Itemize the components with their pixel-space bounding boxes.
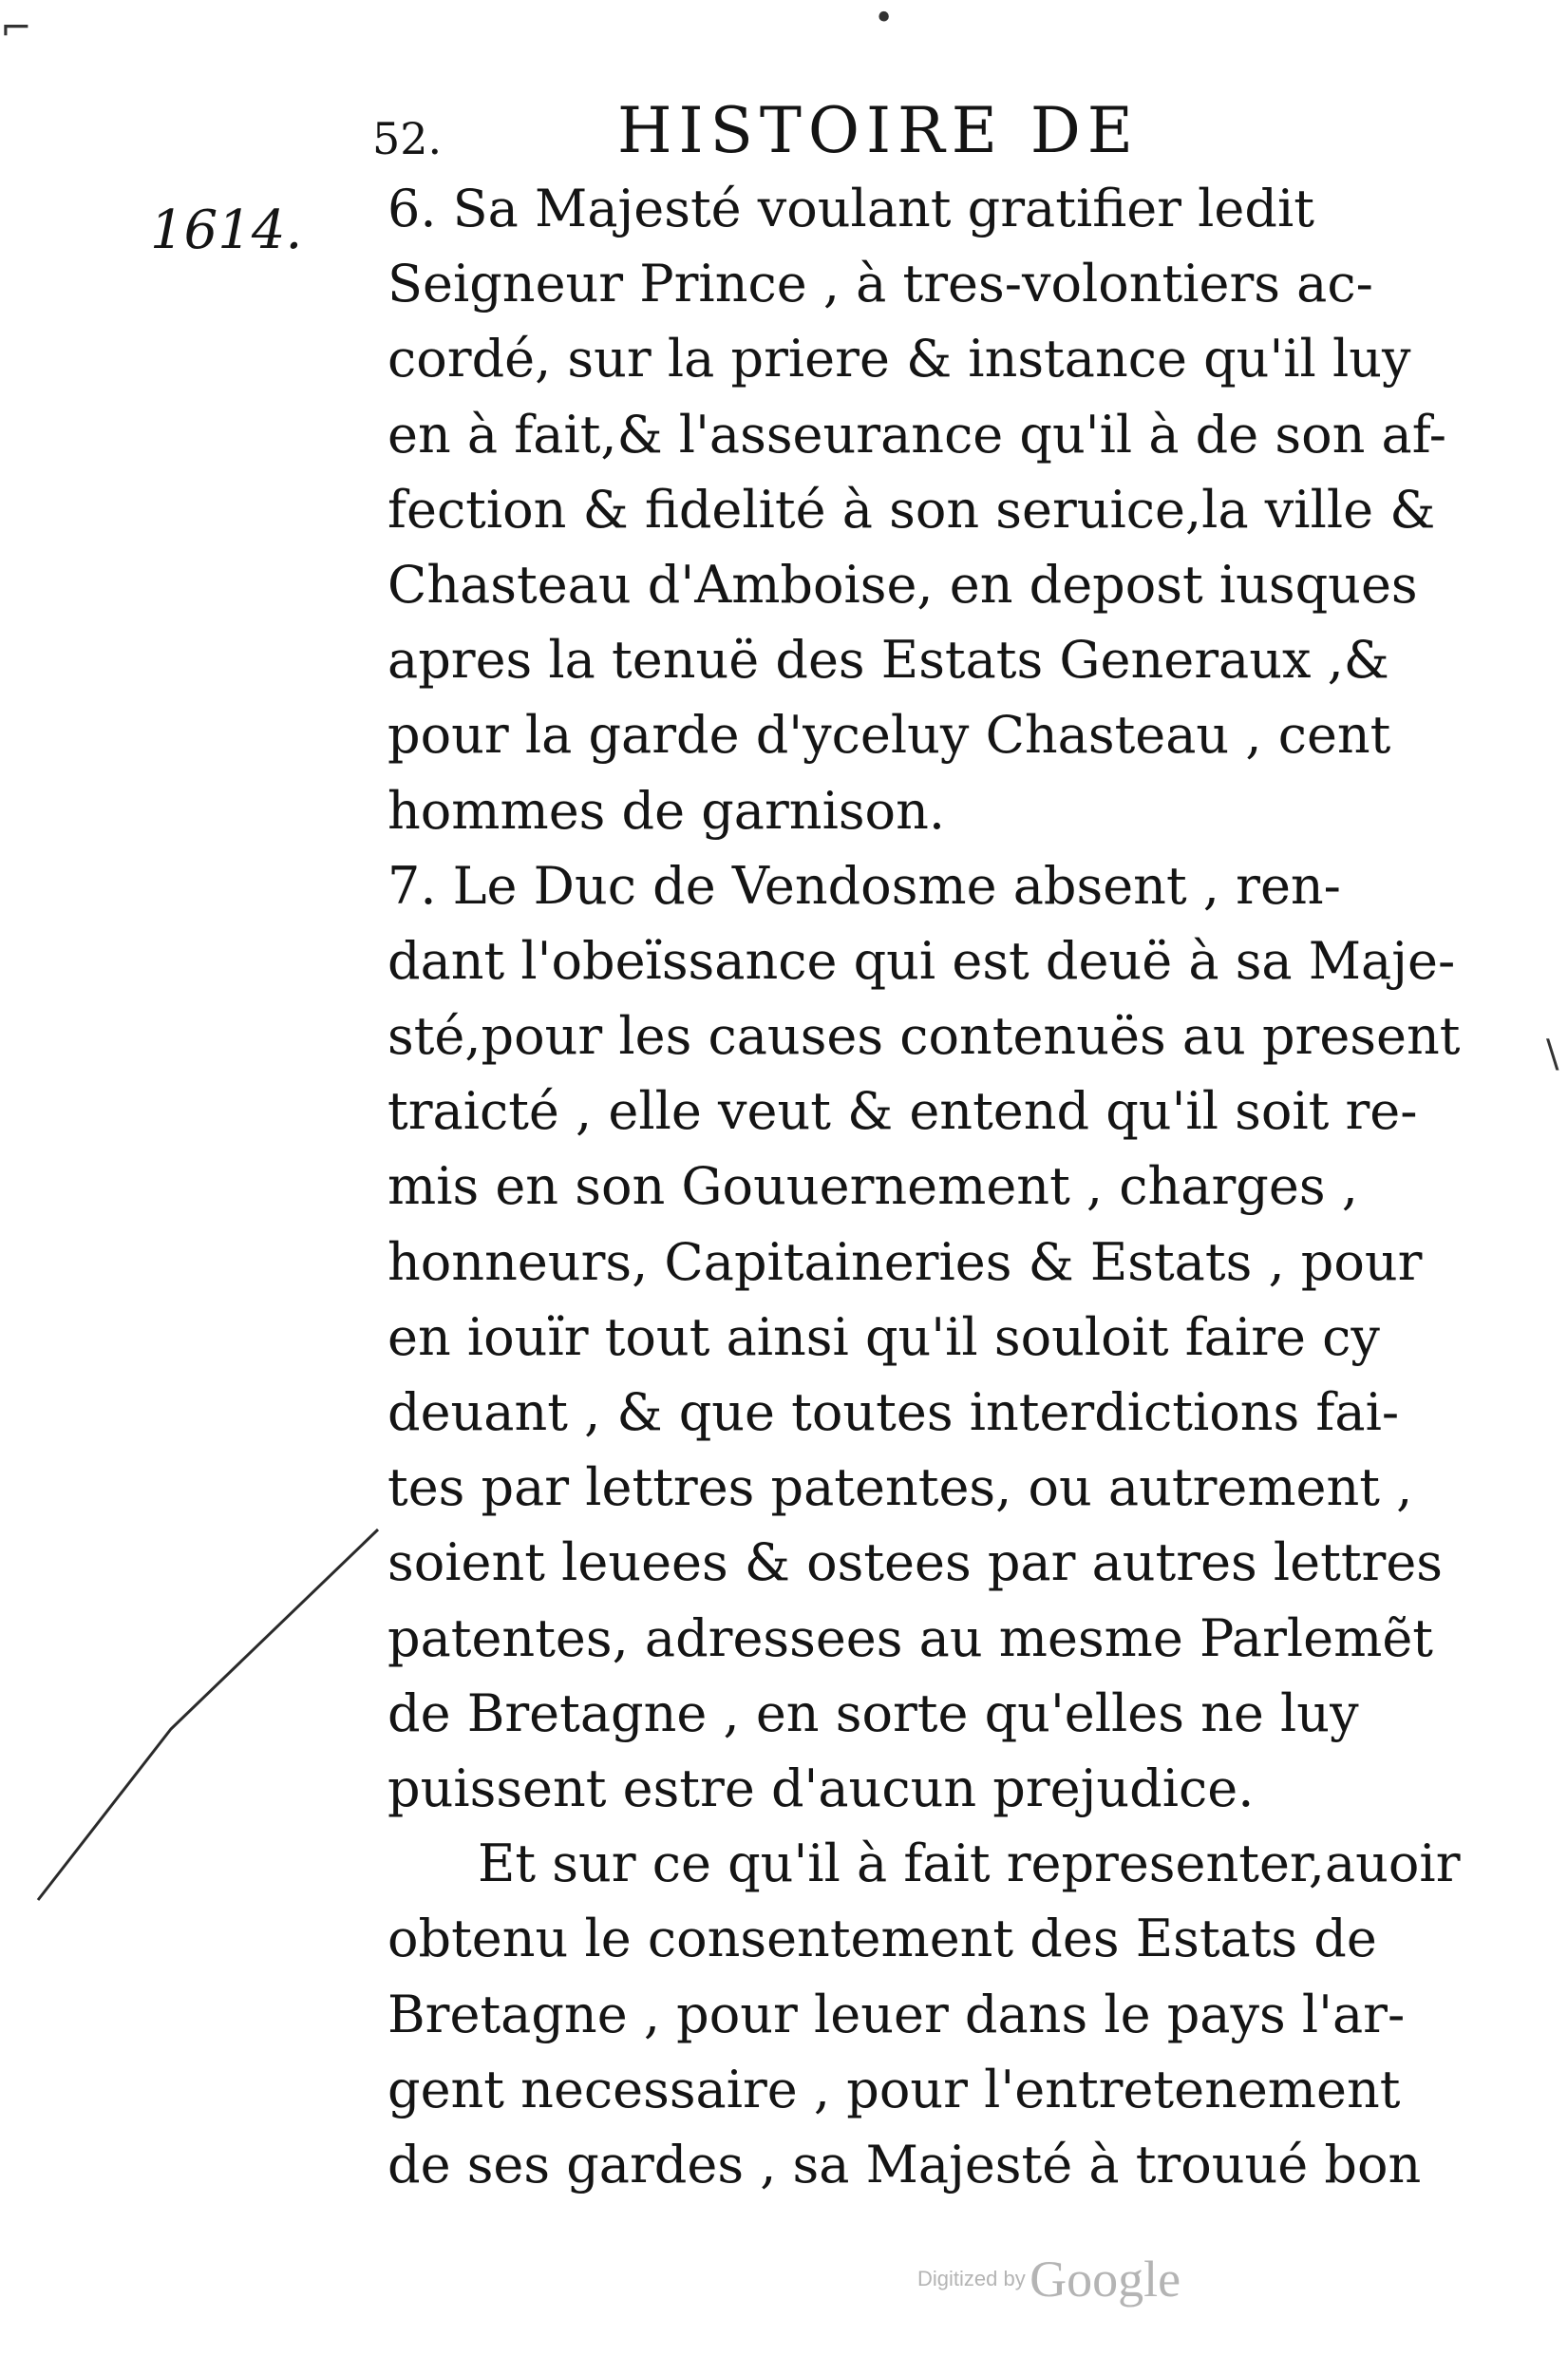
text-line: fection & fidelité à son seruice,la ville & — [387, 479, 1436, 540]
text-line: Chasteau d'Amboise, en depost iusques — [387, 554, 1418, 615]
text-line: obtenu le consentement des Estats de — [387, 1909, 1377, 1969]
text-line: mis en son Gouuernement , charges , — [387, 1156, 1358, 1217]
text-line: hommes de garnison. — [387, 780, 946, 841]
margin-tick: ⌐ — [0, 7, 32, 50]
text-line: dant l'obeïssance qui est deuë à sa Maje- — [387, 930, 1456, 991]
text-line: deuant , & que toutes interdictions fai- — [387, 1382, 1400, 1442]
running-title: HISTOIRE DE — [617, 94, 1140, 167]
text-line: pour la garde d'yceluy Chasteau , cent — [387, 705, 1391, 766]
text-line: 6. Sa Majesté voulant gratifier ledit — [387, 179, 1314, 238]
text-line: de Bretagne , en sorte qu'elles ne luy — [387, 1682, 1359, 1743]
ink-stroke-path — [38, 1530, 378, 1900]
text-line: puissent estre d'aucun prejudice. — [387, 1758, 1255, 1818]
text-line: Bretagne , pour leuer dans le pays l'ar- — [387, 1984, 1406, 2044]
text-line: de ses gardes , sa Majesté à trouué bon — [387, 2134, 1422, 2194]
text-line: honneurs, Capitaineries & Estats , pour — [387, 1231, 1423, 1292]
margin-tick: \ — [1546, 1033, 1559, 1076]
digitization-watermark — [917, 2250, 1181, 2308]
text-line: tes par lettres patentes, ou autrement , — [387, 1457, 1413, 1518]
page-number: 52. — [372, 113, 443, 164]
text-line: cordé, sur la priere & instance qu'il luy — [387, 329, 1411, 390]
text-line: traicté , elle veut & entend qu'il soit re- — [387, 1081, 1418, 1142]
text-line: gent necessaire , pour l'entretenement — [387, 2059, 1401, 2119]
text-line: Et sur ce qu'il à fait representer,auoir — [478, 1834, 1461, 1894]
text-line: patentes, adressees au mesme Parlemẽt — [387, 1607, 1433, 1668]
margin-year: 1614. — [150, 200, 303, 261]
text-line: Seigneur Prince , à tres-volontiers ac- — [387, 254, 1373, 314]
text-line: soient leuees & ostees par autres lettres — [387, 1532, 1444, 1593]
watermark-brand: Google — [1030, 2251, 1181, 2308]
text-line: apres la tenuë des Estats Generaux ,& — [387, 630, 1389, 691]
text-line: 7. Le Duc de Vendosme absent , ren- — [387, 855, 1341, 916]
text-line: sté,pour les causes contenuës au present — [387, 1006, 1461, 1067]
body-text — [387, 171, 1470, 2202]
text-line: en iouïr tout ainsi qu'il souloit faire cy — [387, 1306, 1380, 1367]
text-line: en à fait,& l'asseurance qu'il à de son af- — [387, 404, 1447, 465]
watermark-prefix: Digitized by — [917, 2267, 1026, 2290]
ink-dot: • — [874, 0, 895, 38]
